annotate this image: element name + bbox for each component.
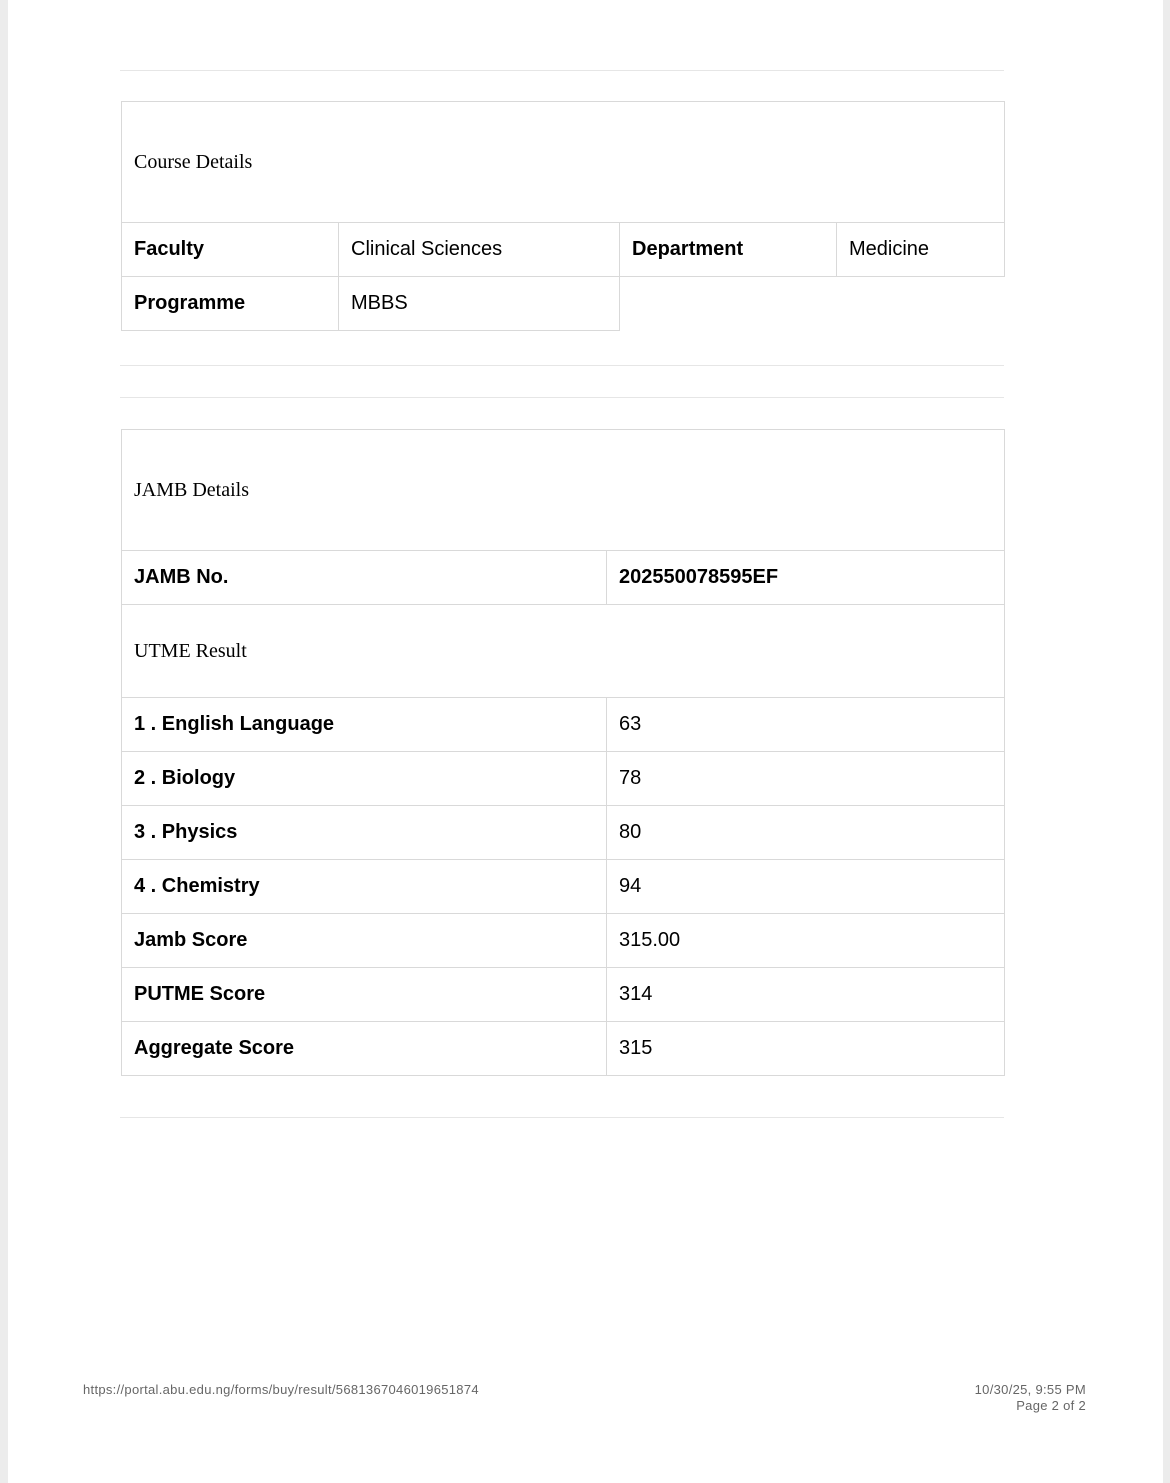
subject-score: 80 <box>607 806 1005 860</box>
footer-page-number: Page 2 of 2 <box>1016 1398 1086 1413</box>
jamb-number-value: 202550078595EF <box>607 551 1005 605</box>
jamb-number-label: JAMB No. <box>122 551 607 605</box>
department-label: Department <box>620 223 837 277</box>
footer-datetime: 10/30/25, 9:55 PM <box>974 1382 1086 1397</box>
table-row <box>122 752 1005 806</box>
faculty-label: Faculty <box>122 223 339 277</box>
subject-score: 94 <box>607 860 1005 914</box>
table-row <box>122 968 1005 1022</box>
subject-label: 1 . English Language <box>122 698 607 752</box>
faculty-value: Clinical Sciences <box>339 223 620 277</box>
jamb-details-table <box>121 429 1005 1076</box>
jamb-details-title: JAMB Details <box>122 430 1005 551</box>
subject-score: 63 <box>607 698 1005 752</box>
utme-result-title: UTME Result <box>122 605 1005 698</box>
aggregate-score-value: 315 <box>607 1022 1005 1076</box>
empty-cell <box>620 277 1005 331</box>
divider <box>120 365 1004 366</box>
putme-score-label: PUTME Score <box>122 968 607 1022</box>
jamb-score-value: 315.00 <box>607 914 1005 968</box>
table-row <box>122 806 1005 860</box>
divider <box>120 70 1004 71</box>
subject-score: 78 <box>607 752 1005 806</box>
table-row <box>122 860 1005 914</box>
subject-label: 2 . Biology <box>122 752 607 806</box>
footer-url: https://portal.abu.edu.ng/forms/buy/result/5681367046019651874 <box>83 1382 479 1397</box>
jamb-score-label: Jamb Score <box>122 914 607 968</box>
table-row <box>122 698 1005 752</box>
course-details-table <box>121 101 1005 331</box>
course-details-title: Course Details <box>122 102 1005 223</box>
table-row <box>122 914 1005 968</box>
putme-score-value: 314 <box>607 968 1005 1022</box>
aggregate-score-label: Aggregate Score <box>122 1022 607 1076</box>
divider <box>120 397 1004 398</box>
table-row <box>122 1022 1005 1076</box>
subject-label: 3 . Physics <box>122 806 607 860</box>
divider <box>120 1117 1004 1118</box>
department-value: Medicine <box>837 223 1005 277</box>
programme-label: Programme <box>122 277 339 331</box>
subject-label: 4 . Chemistry <box>122 860 607 914</box>
document-page <box>8 0 1163 1483</box>
programme-value: MBBS <box>339 277 620 331</box>
